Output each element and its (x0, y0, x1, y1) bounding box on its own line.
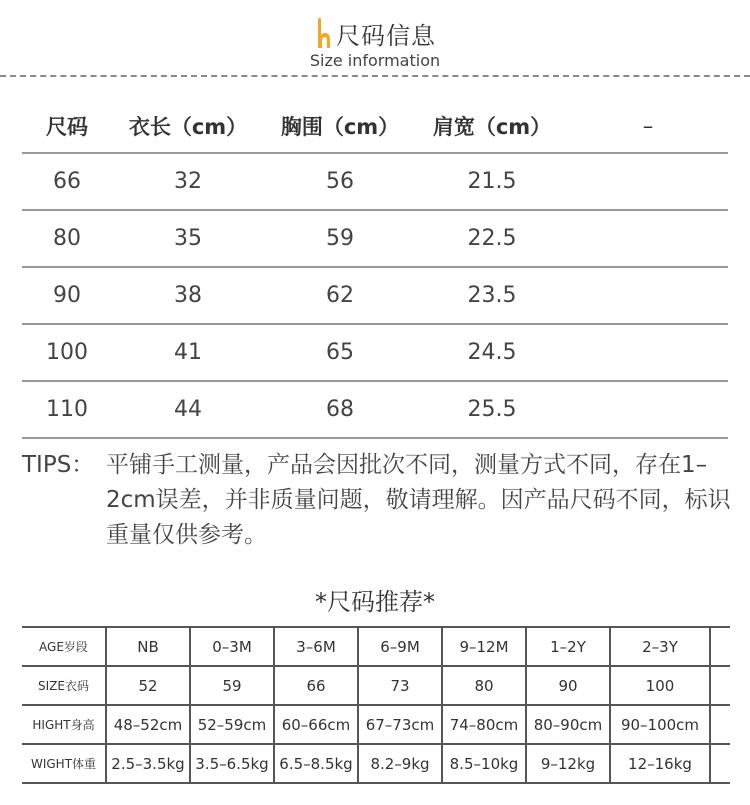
table-row (22, 153, 728, 210)
table-cell: 90 (526, 666, 610, 705)
table-cell: 68 (264, 381, 416, 438)
table-cell: 90–100cm (610, 705, 710, 744)
recommend-table (22, 626, 730, 784)
table-cell: 100 (22, 324, 112, 381)
table-cell: 90 (22, 267, 112, 324)
table-cell: 67–73cm (358, 705, 442, 744)
table-row (22, 381, 728, 438)
table-cell: NB (106, 627, 190, 666)
header (0, 16, 750, 70)
table-cell: 48–52cm (106, 705, 190, 744)
table-cell (710, 627, 730, 666)
table-cell (710, 666, 730, 705)
giraffe-icon (314, 18, 332, 50)
table-cell: 22.5 (416, 210, 568, 267)
table-cell: 21.5 (416, 153, 568, 210)
table-cell (568, 267, 728, 324)
table-cell: 80 (22, 210, 112, 267)
dashed-divider (0, 75, 750, 77)
table-cell: 44 (112, 381, 264, 438)
row-label: WIGHT体重 (22, 744, 106, 783)
table-cell: 12–16kg (610, 744, 710, 783)
tips-label: TIPS： (22, 452, 95, 478)
table-cell: 73 (358, 666, 442, 705)
table-cell: 38 (112, 267, 264, 324)
table-cell: 66 (274, 666, 358, 705)
header-cell: – (568, 100, 728, 153)
header-cell: 衣长（cm） (112, 100, 264, 153)
table-cell: 35 (112, 210, 264, 267)
table-cell: 74–80cm (442, 705, 526, 744)
table-cell: 8.2–9kg (358, 744, 442, 783)
row-label: HIGHT身高 (22, 705, 106, 744)
table-cell: 25.5 (416, 381, 568, 438)
table-cell: 41 (112, 324, 264, 381)
table-cell: 60–66cm (274, 705, 358, 744)
table-row (22, 210, 728, 267)
table-cell (568, 381, 728, 438)
recommend-title: *尺码推荐* (315, 588, 435, 616)
table-cell (710, 705, 730, 744)
table-cell: 24.5 (416, 324, 568, 381)
table-row (22, 666, 730, 705)
table-cell: 1–2Y (526, 627, 610, 666)
table-cell: 66 (22, 153, 112, 210)
header-cell: 胸围（cm） (264, 100, 416, 153)
table-cell: 8.5–10kg (442, 744, 526, 783)
table-row (22, 744, 730, 783)
table-cell: 9–12kg (526, 744, 610, 783)
table-cell: 52 (106, 666, 190, 705)
tips-note (22, 448, 737, 553)
header-cell: 尺码 (22, 100, 112, 153)
table-cell: 32 (112, 153, 264, 210)
table-cell: 0–3M (190, 627, 274, 666)
page-title: 尺码信息 (336, 22, 436, 50)
table-cell: 65 (264, 324, 416, 381)
table-cell: 80–90cm (526, 705, 610, 744)
table-cell: 2–3Y (610, 627, 710, 666)
table-cell: 80 (442, 666, 526, 705)
table-cell: 52–59cm (190, 705, 274, 744)
table-cell: 62 (264, 267, 416, 324)
table-cell: 23.5 (416, 267, 568, 324)
header-cell: 肩宽（cm） (416, 100, 568, 153)
table-cell: 56 (264, 153, 416, 210)
table-cell (568, 153, 728, 210)
tips-text: 平铺手工测量，产品会因批次不同，测量方式不同，存在1–2cm误差，并非质量问题，敬请理解。因产品尺码不同，标识重量仅供参考。 (106, 452, 731, 548)
table-cell: 59 (264, 210, 416, 267)
table-cell: 3–6M (274, 627, 358, 666)
table-cell: 59 (190, 666, 274, 705)
table-cell: 110 (22, 381, 112, 438)
table-cell: 2.5–3.5kg (106, 744, 190, 783)
table-cell: 6–9M (358, 627, 442, 666)
row-label: AGE岁段 (22, 627, 106, 666)
table-cell: 9–12M (442, 627, 526, 666)
page-subtitle: Size information (309, 51, 441, 70)
table-row (22, 705, 730, 744)
title-line (0, 16, 750, 51)
table-cell: 6.5–8.5kg (274, 744, 358, 783)
size-table (22, 100, 728, 439)
table-cell (568, 324, 728, 381)
table-row (22, 627, 730, 666)
table-cell: 100 (610, 666, 710, 705)
table-cell (568, 210, 728, 267)
row-label: SIZE衣码 (22, 666, 106, 705)
size-table-header-row (22, 100, 728, 153)
table-cell: 3.5–6.5kg (190, 744, 274, 783)
table-row (22, 267, 728, 324)
table-cell (710, 744, 730, 783)
table-row (22, 324, 728, 381)
